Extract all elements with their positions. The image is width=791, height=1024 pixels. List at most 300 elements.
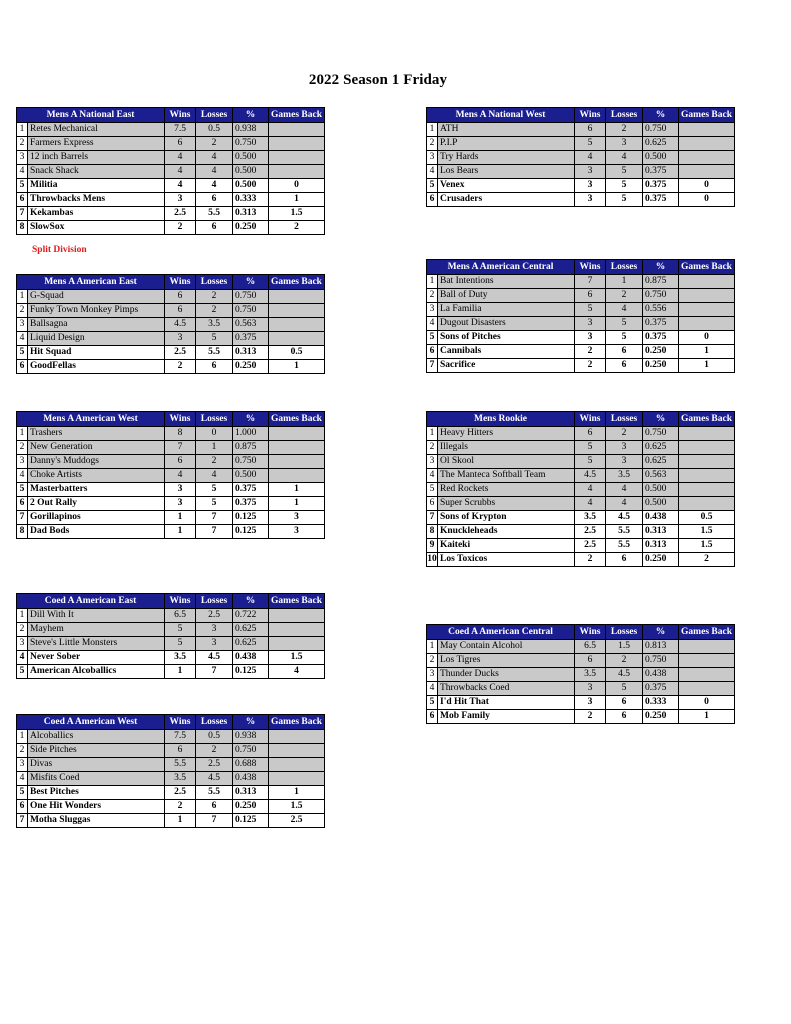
losses-cell: 5 [606,165,643,179]
table-row [17,455,325,469]
losses-cell: 5.5 [196,346,233,360]
games-back-cell [269,427,325,441]
rank-cell: 3 [17,455,28,469]
team-name: Illegals [438,441,575,455]
division-name: Coed A American West [17,715,165,730]
wins-cell: 2.5 [165,346,196,360]
games-back-cell: 1 [679,359,735,373]
table-header-row [427,108,735,123]
rank-cell: 4 [427,682,438,696]
pct-cell: 0.500 [233,151,269,165]
team-name: Throwbacks Coed [438,682,575,696]
losses-cell: 1 [196,441,233,455]
wins-cell: 4 [165,151,196,165]
pct-cell: 0.313 [233,786,269,800]
wins-cell: 6.5 [575,640,606,654]
losses-cell: 2.5 [196,758,233,772]
team-name: Bat Intentions [438,275,575,289]
pct-cell: 0.250 [643,553,679,567]
games-back-cell: 1.5 [269,800,325,814]
team-name: Knuckleheads [438,525,575,539]
column-header-wins: Wins [165,715,196,730]
team-name: Side Pitches [28,744,165,758]
losses-cell: 7 [196,525,233,539]
table-header-row [17,715,325,730]
table-row [17,469,325,483]
pct-cell: 0.750 [643,427,679,441]
rank-cell: 2 [17,441,28,455]
team-name: May Contain Alcohol [438,640,575,654]
wins-cell: 5.5 [165,758,196,772]
losses-cell: 5 [606,317,643,331]
table-row [427,165,735,179]
wins-cell: 6 [165,290,196,304]
pct-cell: 0.750 [643,654,679,668]
rank-cell: 6 [17,193,28,207]
rank-cell: 4 [427,165,438,179]
losses-cell: 3 [606,441,643,455]
table-row [427,275,735,289]
standings-table [16,593,325,679]
table-row [427,469,735,483]
rank-cell: 3 [427,151,438,165]
division-name: Mens A American Central [427,260,575,275]
pct-cell: 0.938 [233,123,269,137]
losses-cell: 4.5 [606,668,643,682]
column-header-games-back: Games Back [269,594,325,609]
column-header-wins: Wins [165,108,196,123]
table-row [427,525,735,539]
wins-cell: 6 [575,654,606,668]
table-row [427,539,735,553]
pct-cell: 0.250 [643,345,679,359]
team-name: Try Hards [438,151,575,165]
wins-cell: 5 [165,623,196,637]
team-name: Misfits Coed [28,772,165,786]
losses-cell: 3.5 [606,469,643,483]
rank-cell: 6 [17,360,28,374]
wins-cell: 4 [165,179,196,193]
table-row [17,151,325,165]
wins-cell: 7.5 [165,730,196,744]
losses-cell: 5 [196,497,233,511]
rank-cell: 1 [17,290,28,304]
table-row [427,345,735,359]
games-back-cell [269,304,325,318]
rank-cell: 1 [17,609,28,623]
rank-cell: 2 [17,137,28,151]
pct-cell: 0.750 [233,455,269,469]
table-row [17,441,325,455]
games-back-cell: 2 [679,553,735,567]
table-row [17,207,325,221]
team-name: Hit Squad [28,346,165,360]
table-row [427,193,735,207]
losses-cell: 5.5 [196,207,233,221]
games-back-cell: 1 [269,786,325,800]
wins-cell: 2.5 [575,525,606,539]
column-header-pct: % [643,625,679,640]
losses-cell: 2 [196,455,233,469]
games-back-cell [679,165,735,179]
table-header-row [17,594,325,609]
table-row [17,304,325,318]
wins-cell: 2.5 [165,207,196,221]
pct-cell: 0.750 [233,290,269,304]
wins-cell: 3 [575,682,606,696]
wins-cell: 3 [165,483,196,497]
rank-cell: 4 [17,165,28,179]
team-name: One Hit Wonders [28,800,165,814]
pct-cell: 0.333 [233,193,269,207]
losses-cell: 6 [196,221,233,235]
rank-cell: 1 [17,123,28,137]
table-row [427,137,735,151]
column-header-wins: Wins [575,625,606,640]
rank-cell: 8 [17,221,28,235]
losses-cell: 5 [606,331,643,345]
team-name: La Familia [438,303,575,317]
losses-cell: 0 [196,427,233,441]
losses-cell: 5 [606,179,643,193]
column-header-losses: Losses [196,108,233,123]
wins-cell: 2 [165,360,196,374]
games-back-cell [679,640,735,654]
team-name: Dugout Disasters [438,317,575,331]
losses-cell: 7 [196,665,233,679]
team-name: American Alcoballics [28,665,165,679]
losses-cell: 5.5 [606,539,643,553]
losses-cell: 4.5 [196,651,233,665]
team-name: Trashers [28,427,165,441]
wins-cell: 6 [165,137,196,151]
table-row [17,800,325,814]
games-back-cell [269,441,325,455]
wins-cell: 3.5 [165,651,196,665]
team-name: Crusaders [438,193,575,207]
losses-cell: 2 [606,123,643,137]
rank-cell: 6 [427,710,438,724]
pct-cell: 0.333 [643,696,679,710]
pct-cell: 0.750 [233,137,269,151]
standings-table [16,274,325,374]
losses-cell: 7 [196,511,233,525]
team-name: Dad Bods [28,525,165,539]
team-name: I'd Hit That [438,696,575,710]
pct-cell: 0.125 [233,814,269,828]
team-name: Super Scrubbs [438,497,575,511]
wins-cell: 3 [575,331,606,345]
table-row [427,303,735,317]
division-name: Coed A American East [17,594,165,609]
table-row [17,221,325,235]
rank-cell: 7 [17,207,28,221]
team-name: Militia [28,179,165,193]
team-name: Ol Skool [438,455,575,469]
column-header-pct: % [233,275,269,290]
team-name: Choke Artists [28,469,165,483]
losses-cell: 2 [196,304,233,318]
team-name: Los Toxicos [438,553,575,567]
table-row [17,360,325,374]
rank-cell: 1 [427,123,438,137]
wins-cell: 1 [165,814,196,828]
wins-cell: 3 [165,332,196,346]
rank-cell: 2 [427,289,438,303]
losses-cell: 0.5 [196,123,233,137]
column-header-wins: Wins [575,108,606,123]
games-back-cell: 2.5 [269,814,325,828]
column-header-pct: % [233,108,269,123]
team-name: Thunder Ducks [438,668,575,682]
losses-cell: 3 [606,455,643,469]
column-header-games-back: Games Back [269,715,325,730]
rank-cell: 5 [17,346,28,360]
wins-cell: 2 [575,710,606,724]
table-row [17,193,325,207]
division-name: Mens A National East [17,108,165,123]
table-header-row [17,275,325,290]
page-title: 2022 Season 1 Friday [308,72,448,88]
team-name: Sacrifice [438,359,575,373]
losses-cell: 4 [606,483,643,497]
pct-cell: 0.625 [643,441,679,455]
losses-cell: 4 [606,303,643,317]
losses-cell: 5.5 [606,525,643,539]
column-header-games-back: Games Back [679,412,735,427]
split-division-note: Split Division [32,245,87,255]
pct-cell: 0.125 [233,511,269,525]
pct-cell: 0.556 [643,303,679,317]
losses-cell: 6 [606,710,643,724]
wins-cell: 1 [165,511,196,525]
column-header-pct: % [643,412,679,427]
games-back-cell: 0 [679,696,735,710]
rank-cell: 2 [427,137,438,151]
pct-cell: 0.625 [233,637,269,651]
rank-cell: 4 [17,469,28,483]
losses-cell: 2 [606,654,643,668]
team-name: Cannibals [438,345,575,359]
games-back-cell [679,497,735,511]
pct-cell: 0.375 [643,193,679,207]
wins-cell: 6 [575,289,606,303]
losses-cell: 5 [196,483,233,497]
pct-cell: 0.438 [233,651,269,665]
pct-cell: 0.375 [233,483,269,497]
games-back-cell [269,151,325,165]
games-back-cell [679,317,735,331]
rank-cell: 4 [427,469,438,483]
games-back-cell [269,123,325,137]
pct-cell: 0.938 [233,730,269,744]
rank-cell: 3 [17,318,28,332]
standings-table [16,714,325,828]
games-back-cell [269,455,325,469]
column-header-losses: Losses [196,412,233,427]
pct-cell: 0.250 [233,360,269,374]
games-back-cell: 1 [269,193,325,207]
team-name: Steve's Little Monsters [28,637,165,651]
team-name: Retes Mechanical [28,123,165,137]
rank-cell: 3 [427,303,438,317]
wins-cell: 7 [165,441,196,455]
team-name: SlowSox [28,221,165,235]
team-name: Danny's Muddogs [28,455,165,469]
wins-cell: 5 [575,441,606,455]
table-row [17,165,325,179]
column-header-wins: Wins [165,275,196,290]
rank-cell: 5 [427,331,438,345]
losses-cell: 4 [606,151,643,165]
pct-cell: 0.750 [233,304,269,318]
losses-cell: 4 [196,179,233,193]
wins-cell: 5 [165,637,196,651]
table-row [17,744,325,758]
rank-cell: 3 [17,151,28,165]
wins-cell: 3 [575,179,606,193]
pct-cell: 0.563 [643,469,679,483]
column-header-pct: % [643,260,679,275]
column-header-pct: % [233,412,269,427]
wins-cell: 4 [165,165,196,179]
games-back-cell: 1.5 [679,539,735,553]
table-row [427,682,735,696]
losses-cell: 5 [606,682,643,696]
team-name: Heavy Hitters [438,427,575,441]
wins-cell: 2 [165,221,196,235]
games-back-cell [269,318,325,332]
losses-cell: 1 [606,275,643,289]
pct-cell: 0.500 [643,483,679,497]
games-back-cell [679,275,735,289]
wins-cell: 3 [165,193,196,207]
pct-cell: 0.750 [233,744,269,758]
table-row [17,786,325,800]
wins-cell: 6 [165,455,196,469]
games-back-cell [679,654,735,668]
rank-cell: 2 [17,623,28,637]
standings-table [426,624,735,724]
team-name: Los Tigres [438,654,575,668]
losses-cell: 2 [606,289,643,303]
rank-cell: 7 [17,511,28,525]
losses-cell: 3 [606,137,643,151]
wins-cell: 6 [575,427,606,441]
pct-cell: 0.500 [643,497,679,511]
losses-cell: 7 [196,814,233,828]
pct-cell: 0.313 [643,539,679,553]
table-row [427,710,735,724]
standings-table [16,107,325,235]
games-back-cell [269,772,325,786]
table-row [17,332,325,346]
wins-cell: 3.5 [575,511,606,525]
games-back-cell: 1 [679,345,735,359]
column-header-wins: Wins [575,412,606,427]
team-name: Best Pitches [28,786,165,800]
games-back-cell [679,682,735,696]
rank-cell: 1 [427,427,438,441]
team-name: Kekambas [28,207,165,221]
table-row [17,772,325,786]
rank-cell: 6 [17,497,28,511]
table-row [17,427,325,441]
team-name: Venex [438,179,575,193]
team-name: Mayhem [28,623,165,637]
wins-cell: 8 [165,427,196,441]
losses-cell: 3 [196,623,233,637]
pct-cell: 0.375 [643,317,679,331]
wins-cell: 2 [575,345,606,359]
table-row [427,359,735,373]
games-back-cell: 1.5 [269,651,325,665]
standings-table [426,259,735,373]
pct-cell: 0.375 [233,497,269,511]
team-name: GoodFellas [28,360,165,374]
table-row [17,483,325,497]
column-header-wins: Wins [165,412,196,427]
column-header-losses: Losses [606,625,643,640]
losses-cell: 5 [606,193,643,207]
wins-cell: 2.5 [165,786,196,800]
wins-cell: 3 [575,317,606,331]
rank-cell: 4 [427,317,438,331]
rank-cell: 4 [17,332,28,346]
wins-cell: 1 [165,525,196,539]
team-name: Sons of Pitches [438,331,575,345]
standings-table [16,411,325,539]
column-header-losses: Losses [196,594,233,609]
pct-cell: 0.250 [643,359,679,373]
games-back-cell: 1 [679,710,735,724]
rank-cell: 5 [17,786,28,800]
team-name: Dill With It [28,609,165,623]
table-header-row [17,412,325,427]
pct-cell: 1.000 [233,427,269,441]
games-back-cell [269,137,325,151]
pct-cell: 0.500 [233,179,269,193]
team-name: Los Bears [438,165,575,179]
column-header-games-back: Games Back [679,260,735,275]
wins-cell: 6.5 [165,609,196,623]
pct-cell: 0.250 [643,710,679,724]
table-row [427,640,735,654]
column-header-wins: Wins [165,594,196,609]
column-header-wins: Wins [575,260,606,275]
losses-cell: 4 [606,497,643,511]
team-name: P.I.P [438,137,575,151]
losses-cell: 3.5 [196,318,233,332]
table-row [17,637,325,651]
wins-cell: 3 [165,497,196,511]
wins-cell: 7.5 [165,123,196,137]
losses-cell: 1.5 [606,640,643,654]
table-row [17,525,325,539]
losses-cell: 4.5 [196,772,233,786]
table-row [427,179,735,193]
division-name: Mens A National West [427,108,575,123]
games-back-cell [269,290,325,304]
table-row [427,289,735,303]
rank-cell: 8 [17,525,28,539]
table-header-row [427,412,735,427]
team-name: Farmers Express [28,137,165,151]
games-back-cell [679,303,735,317]
rank-cell: 5 [17,179,28,193]
wins-cell: 2 [575,553,606,567]
pct-cell: 0.875 [643,275,679,289]
